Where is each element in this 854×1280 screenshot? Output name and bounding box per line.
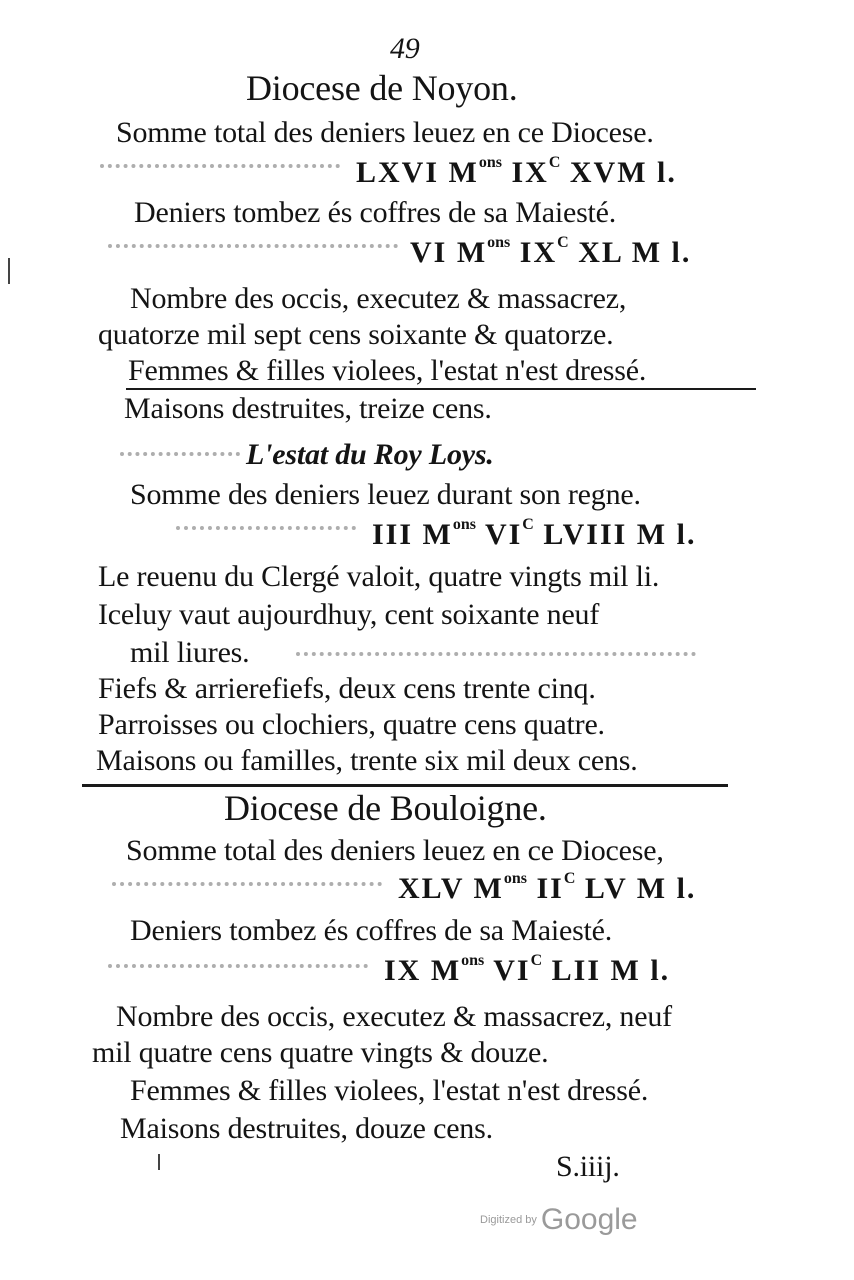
page-number: 49 xyxy=(390,32,420,65)
roy-title: L'estat du Roy Loys. xyxy=(246,438,494,471)
signature-mark: S.iiij. xyxy=(556,1150,620,1183)
amount-part: IX xyxy=(519,236,558,269)
amount-part: LVIII M l. xyxy=(543,518,697,551)
noyon-houses: Maisons destruites, treize cens. xyxy=(124,392,492,425)
scan-mark xyxy=(158,1154,160,1170)
amount-sup: C xyxy=(530,952,543,969)
amount-part: VI M xyxy=(410,236,488,269)
roy-fiefs: Fiefs & arrierefiefs, deux cens trente cinq. xyxy=(98,672,596,705)
scan-mark xyxy=(8,258,10,284)
amount-sup: ons xyxy=(478,154,502,171)
scan-noise xyxy=(296,652,696,666)
scan-noise xyxy=(112,882,382,896)
underline-rule xyxy=(126,388,756,390)
noyon-total-label: Somme total des deniers leuez en ce Diocese. xyxy=(116,116,654,149)
noyon-royal-label: Deniers tombez és coffres de sa Maiesté. xyxy=(134,196,617,229)
amount-part: XL M l. xyxy=(578,236,692,269)
amount-part: IX M xyxy=(384,954,462,987)
bouloigne-women: Femmes & filles violees, l'estat n'est dressé. xyxy=(130,1074,649,1107)
amount-part: III M xyxy=(372,518,453,551)
amount-sup: ons xyxy=(461,952,485,969)
roy-families: Maisons ou familles, trente six mil deux cens. xyxy=(96,744,638,777)
roy-sum-amount xyxy=(372,516,697,551)
bouloigne-houses: Maisons destruites, douze cens. xyxy=(120,1112,493,1145)
amount-part: LV M l. xyxy=(584,872,697,905)
amount-sup: C xyxy=(548,154,561,171)
scan-noise xyxy=(108,244,398,258)
scan-noise xyxy=(120,452,240,466)
amount-part: XVM l. xyxy=(569,156,677,189)
amount-sup: C xyxy=(563,870,576,887)
noyon-killed-line2: quatorze mil sept cens soixante & quatorze. xyxy=(98,318,614,351)
noyon-killed-line1: Nombre des occis, executez & massacrez, xyxy=(130,282,627,315)
amount-part: LXVI M xyxy=(356,156,479,189)
roy-parishes: Parroisses ou clochiers, quatre cens quatre. xyxy=(98,708,605,741)
amount-part: II xyxy=(536,872,564,905)
bouloigne-royal-label: Deniers tombez és coffres de sa Maiesté. xyxy=(130,914,613,947)
roy-clergy1: Le reuenu du Clergé valoit, quatre vingts mil li. xyxy=(98,560,660,593)
bouloigne-title: Diocese de Bouloigne. xyxy=(224,788,547,828)
amount-part: XLV M xyxy=(398,872,504,905)
section-divider xyxy=(82,784,728,787)
roy-clergy3: mil liures. xyxy=(130,636,250,669)
bouloigne-total-label: Somme total des deniers leuez en ce Diocese, xyxy=(126,834,664,867)
amount-sup: C xyxy=(557,234,569,251)
noyon-total-amount xyxy=(356,154,677,189)
noyon-women: Femmes & filles violees, l'estat n'est dressé. xyxy=(128,354,647,387)
watermark-small: Digitized by xyxy=(480,1214,537,1226)
scan-noise xyxy=(100,164,340,178)
amount-part: IX xyxy=(511,156,549,189)
scan-noise xyxy=(108,964,368,978)
amount-part: LII M l. xyxy=(551,954,671,987)
bouloigne-total-amount xyxy=(398,870,697,905)
amount-part: VI xyxy=(484,518,523,551)
noyon-royal-amount xyxy=(410,234,692,269)
scan-noise xyxy=(176,526,356,540)
amount-sup: ons xyxy=(503,870,527,887)
roy-clergy2: Iceluy vaut aujourdhuy, cent soixante neuf xyxy=(98,598,600,631)
noyon-title: Diocese de Noyon. xyxy=(246,68,518,108)
google-watermark xyxy=(480,1203,638,1237)
amount-sup: ons xyxy=(452,516,476,533)
bouloigne-royal-amount xyxy=(384,952,671,987)
amount-sup: ons xyxy=(487,234,511,251)
amount-sup: C xyxy=(522,516,534,533)
bouloigne-killed-line1: Nombre des occis, executez & massacrez, neuf xyxy=(116,1000,672,1033)
amount-part: VI xyxy=(493,954,531,987)
bouloigne-killed-line2: mil quatre cens quatre vingts & douze. xyxy=(92,1036,549,1069)
watermark-google: Google xyxy=(540,1203,638,1236)
roy-sum-label: Somme des deniers leuez durant son regne. xyxy=(130,478,641,511)
